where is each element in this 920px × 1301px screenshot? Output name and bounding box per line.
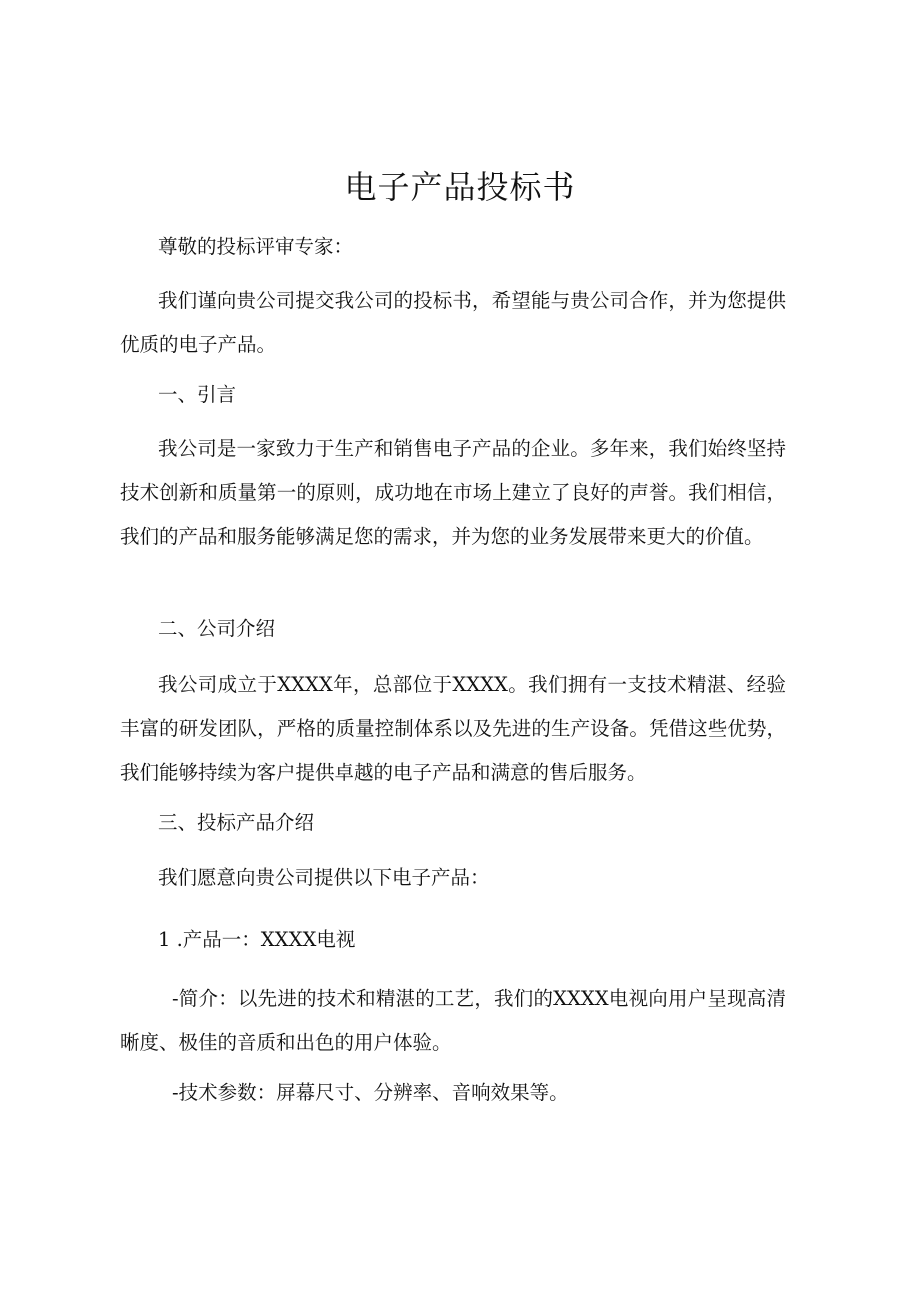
product1-description: -简介：以先进的技术和精湛的工艺，我们的XXXX电视向用户呈现高清晰度、极佳的音质和出色的用户体验。 [120, 987, 786, 1054]
section2-heading: 二、公司介绍 [158, 617, 276, 640]
intro-paragraph: 我们谨向贵公司提交我公司的投标书，希望能与贵公司合作，并为您提供优质的电子产品。 [120, 289, 786, 356]
section3-intro: 我们愿意向贵公司提供以下电子产品： [158, 866, 490, 889]
document-title: 电子产品投标书 [344, 168, 576, 206]
section2-body: 我公司成立于XXXX年，总部位于XXXX。我们拥有一支技术精湛、经验丰富的研发团队，严格的质量控制体系以及先进的生产设备。凭借这些优势，我们能够持续为客户提供卓越的电子产品和满意的售后服务。 [120, 673, 786, 784]
section3-heading: 三、投标产品介绍 [158, 811, 315, 834]
product1-heading: 1 .产品一：XXXX电视 [158, 928, 356, 951]
salutation: 尊敬的投标评审专家： [158, 235, 354, 258]
section1-heading: 一、引言 [158, 383, 237, 406]
product1-specs: -技术参数：屏幕尺寸、分辨率、音响效果等。 [172, 1081, 569, 1104]
section1-body: 我公司是一家致力于生产和销售电子产品的企业。多年来，我们始终坚持技术创新和质量第一的原则，成功地在市场上建立了良好的声誉。我们相信，我们的产品和服务能够满足您的需求，并为您的业务发展带来更大的价值。 [120, 437, 786, 548]
